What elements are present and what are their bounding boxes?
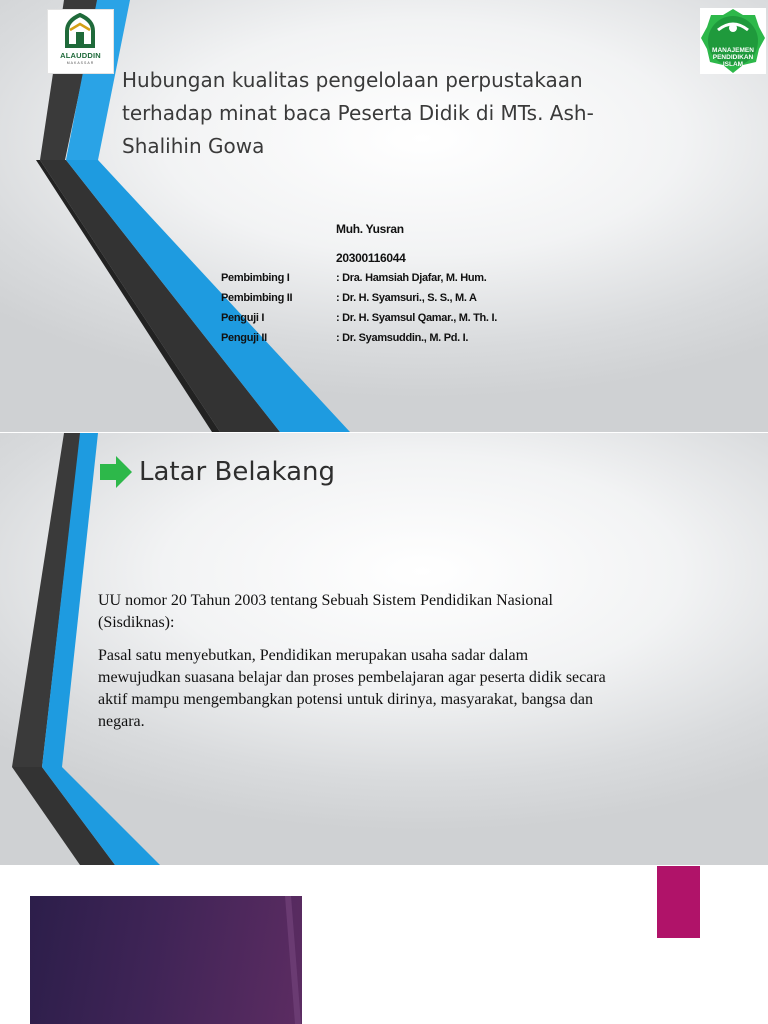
paragraph-line: aktif mampu mengembangkan potensi untuk dirinya, masyarakat, bangsa dan bbox=[98, 691, 593, 708]
role-value: : Dr. H. Syamsuri., S. S., M. A bbox=[336, 292, 477, 304]
seal-caption bbox=[700, 47, 766, 68]
panel-edge bbox=[285, 896, 305, 1024]
paragraph-article bbox=[98, 645, 718, 733]
student-id: 20300116044 bbox=[336, 251, 406, 265]
logo-left-caption: ALAUDDIN bbox=[60, 51, 101, 60]
paragraph-line: Pasal satu menyebutkan, Pendidikan merupakan usaha sadar dalam bbox=[98, 647, 529, 664]
role-label: Pembimbing I bbox=[221, 272, 290, 284]
paragraph-line: (Sisdiknas): bbox=[98, 614, 175, 631]
seal-line-2: PENDIDIKAN bbox=[712, 54, 754, 61]
title-line: Hubungan kualitas pengelolaan perpustakaan bbox=[122, 68, 583, 92]
paragraph-line: mewujudkan suasana belajar dan proses pembelajaran agar peserta didik secara bbox=[98, 669, 606, 686]
logo-left-subcaption: MAKASSAR bbox=[66, 61, 95, 65]
seal-line-1: MANAJEMEN bbox=[712, 47, 754, 54]
role-label: Penguji II bbox=[221, 332, 267, 344]
slide-title bbox=[122, 64, 682, 163]
paragraph-law bbox=[98, 590, 718, 634]
role-value: : Dr. H. Syamsul Qamar., M. Th. I. bbox=[336, 312, 497, 324]
role-value: : Dr. Syamsuddin., M. Pd. I. bbox=[336, 332, 469, 344]
magenta-accent-bar bbox=[657, 866, 700, 938]
role-label: Penguji I bbox=[221, 312, 265, 324]
title-line: terhadap minat baca Peserta Didik di MTs. Ash- bbox=[122, 101, 594, 125]
role-value: : Dra. Hamsiah Djafar, M. Hum. bbox=[336, 272, 487, 284]
purple-panel bbox=[30, 896, 302, 1024]
alauddin-logo bbox=[47, 9, 114, 74]
arrow-right-icon bbox=[100, 454, 134, 490]
section-heading: Latar Belakang bbox=[139, 457, 336, 487]
title-slide bbox=[0, 0, 768, 432]
student-name: Muh. Yusran bbox=[336, 222, 404, 236]
mosque-icon bbox=[48, 12, 113, 52]
seal-line-3: ISLAM bbox=[722, 61, 744, 68]
role-label: Pembimbing II bbox=[221, 292, 293, 304]
paragraph-line: UU nomor 20 Tahun 2003 tentang Sebuah Sistem Pendidikan Nasional bbox=[98, 592, 553, 609]
title-line: Shalihin Gowa bbox=[122, 134, 265, 158]
paragraph-line: negara. bbox=[98, 713, 145, 730]
manajemen-pendidikan-islam-logo bbox=[700, 8, 766, 74]
